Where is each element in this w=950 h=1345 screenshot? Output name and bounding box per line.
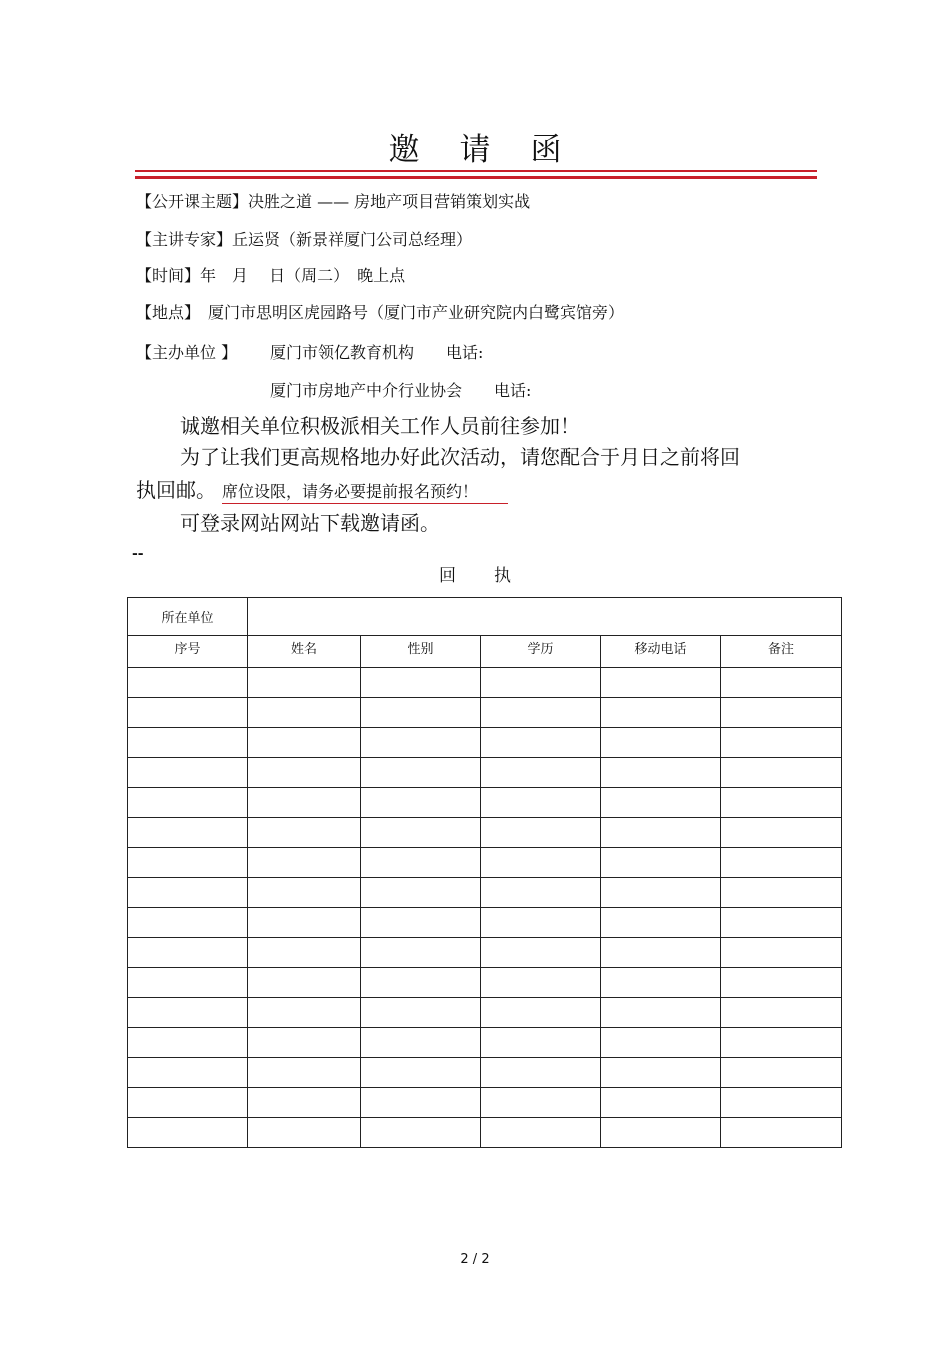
table-row: [128, 788, 842, 818]
title-divider-thin: [135, 170, 817, 172]
table-cell[interactable]: [361, 1058, 481, 1088]
stray-mark: --: [132, 546, 144, 562]
table-cell[interactable]: [601, 698, 721, 728]
table-cell[interactable]: [128, 878, 248, 908]
title-divider-thick: [135, 176, 817, 179]
table-cell[interactable]: [721, 878, 842, 908]
table-cell[interactable]: [721, 698, 842, 728]
table-row: [128, 1118, 842, 1148]
table-cell[interactable]: [721, 1088, 842, 1118]
table-cell[interactable]: [128, 1028, 248, 1058]
unit-row: [128, 598, 842, 636]
table-cell[interactable]: [248, 848, 361, 878]
table-cell[interactable]: [361, 1088, 481, 1118]
table-cell[interactable]: [248, 968, 361, 998]
table-cell[interactable]: [361, 758, 481, 788]
table-cell[interactable]: [721, 728, 842, 758]
table-cell[interactable]: [361, 668, 481, 698]
table-cell[interactable]: [361, 788, 481, 818]
table-cell[interactable]: [721, 998, 842, 1028]
table-cell[interactable]: [248, 938, 361, 968]
table-cell[interactable]: [361, 848, 481, 878]
receipt-table: [127, 597, 842, 1148]
table-cell[interactable]: [361, 878, 481, 908]
info-time: 【时间】年 月 日（周二） 晚上点: [136, 266, 406, 285]
table-cell[interactable]: [361, 818, 481, 848]
table-cell[interactable]: [361, 1118, 481, 1148]
table-cell[interactable]: [481, 848, 601, 878]
table-cell[interactable]: [601, 818, 721, 848]
table-cell[interactable]: [721, 848, 842, 878]
info-venue: 【地点】 厦门市思明区虎园路号（厦门市产业研究院内白鹭宾馆旁）: [136, 303, 625, 322]
table-cell[interactable]: [248, 1118, 361, 1148]
table-cell[interactable]: [481, 1028, 601, 1058]
table-cell[interactable]: [128, 1088, 248, 1118]
table-cell[interactable]: [481, 878, 601, 908]
table-cell[interactable]: [248, 878, 361, 908]
table-cell[interactable]: [361, 938, 481, 968]
table-cell[interactable]: [248, 1058, 361, 1088]
page-title: 邀请函: [388, 132, 602, 168]
table-cell[interactable]: [128, 1118, 248, 1148]
table-row: [128, 878, 842, 908]
table-cell[interactable]: [481, 998, 601, 1028]
table-cell[interactable]: [601, 848, 721, 878]
table-cell[interactable]: [481, 668, 601, 698]
table-row: [128, 848, 842, 878]
table-cell[interactable]: [481, 788, 601, 818]
table-cell[interactable]: [481, 1088, 601, 1118]
table-cell[interactable]: [128, 848, 248, 878]
reply-paragraph-line2: [136, 474, 508, 503]
table-cell[interactable]: [721, 818, 842, 848]
table-cell[interactable]: [361, 968, 481, 998]
table-cell[interactable]: [721, 1118, 842, 1148]
table-cell[interactable]: [248, 668, 361, 698]
table-cell[interactable]: [361, 728, 481, 758]
table-cell[interactable]: [248, 788, 361, 818]
table-cell[interactable]: [601, 998, 721, 1028]
table-cell[interactable]: [601, 668, 721, 698]
table-cell[interactable]: [481, 728, 601, 758]
table-cell[interactable]: [721, 1028, 842, 1058]
table-row: [128, 938, 842, 968]
table-row: [128, 1058, 842, 1088]
unit-label: 所在单位: [128, 598, 248, 636]
table-cell[interactable]: [721, 758, 842, 788]
receipt-title: 回执: [439, 566, 549, 586]
table-row: [128, 1028, 842, 1058]
table-cell[interactable]: [481, 968, 601, 998]
table-cell[interactable]: [481, 1118, 601, 1148]
table-cell[interactable]: [601, 1118, 721, 1148]
table-cell[interactable]: [248, 998, 361, 1028]
table-row: [128, 818, 842, 848]
table-cell[interactable]: [248, 758, 361, 788]
table-cell[interactable]: [248, 818, 361, 848]
table-cell[interactable]: [601, 908, 721, 938]
table-cell[interactable]: [601, 878, 721, 908]
table-cell[interactable]: [128, 788, 248, 818]
info-topic: 【公开课主题】决胜之道 —— 房地产项目营销策划实战: [136, 192, 531, 211]
col-header-name: 姓名: [248, 636, 361, 668]
table-cell[interactable]: [601, 968, 721, 998]
table-row: [128, 998, 842, 1028]
table-cell[interactable]: [721, 938, 842, 968]
table-cell[interactable]: [128, 728, 248, 758]
info-host-1: 厦门市领亿教育机构 电话:: [270, 343, 484, 362]
page-number: 2 / 2: [460, 1252, 490, 1267]
table-row: [128, 668, 842, 698]
table-row: [128, 758, 842, 788]
table-cell[interactable]: [361, 1028, 481, 1058]
col-header-index: 序号: [128, 636, 248, 668]
col-header-gender: 性别: [361, 636, 481, 668]
table-cell[interactable]: [128, 668, 248, 698]
table-cell[interactable]: [248, 1088, 361, 1118]
table-cell[interactable]: [128, 998, 248, 1028]
col-header-education: 学历: [481, 636, 601, 668]
unit-value-cell[interactable]: [248, 598, 842, 636]
table-cell[interactable]: [481, 938, 601, 968]
col-header-remarks: 备注: [721, 636, 842, 668]
seat-limit-note: 席位设限，请务必要提前报名预约！: [222, 482, 508, 504]
table-cell[interactable]: [128, 758, 248, 788]
table-cell[interactable]: [248, 1028, 361, 1058]
table-cell[interactable]: [601, 938, 721, 968]
table-cell[interactable]: [248, 728, 361, 758]
table-cell[interactable]: [128, 938, 248, 968]
table-cell[interactable]: [721, 1058, 842, 1088]
table-cell[interactable]: [128, 908, 248, 938]
info-host-2: 厦门市房地产中介行业协会 电话:: [270, 381, 532, 400]
table-cell[interactable]: [361, 908, 481, 938]
table-cell[interactable]: [248, 698, 361, 728]
table-row: [128, 728, 842, 758]
table-cell[interactable]: [128, 1058, 248, 1088]
table-cell[interactable]: [128, 968, 248, 998]
table-cell[interactable]: [481, 758, 601, 788]
info-speaker: 【主讲专家】丘运贤（新景祥厦门公司总经理）: [136, 230, 473, 249]
table-cell[interactable]: [481, 698, 601, 728]
col-header-mobile: 移动电话: [601, 636, 721, 668]
table-row: [128, 698, 842, 728]
table-cell[interactable]: [481, 908, 601, 938]
table-cell[interactable]: [721, 788, 842, 818]
table-cell[interactable]: [721, 908, 842, 938]
table-cell[interactable]: [481, 818, 601, 848]
table-cell[interactable]: [601, 1028, 721, 1058]
invite-paragraph: 诚邀相关单位积极派相关工作人员前往参加！: [180, 414, 580, 438]
table-cell[interactable]: [601, 758, 721, 788]
table-cell[interactable]: [601, 1058, 721, 1088]
header-row: [128, 636, 842, 668]
table-cell[interactable]: [361, 698, 481, 728]
table-cell[interactable]: [721, 668, 842, 698]
table-cell[interactable]: [601, 1088, 721, 1118]
table-cell[interactable]: [361, 998, 481, 1028]
table-row: [128, 1088, 842, 1118]
table-row: [128, 968, 842, 998]
table-cell[interactable]: [601, 788, 721, 818]
reply-paragraph-line1: 为了让我们更高规格地办好此次活动，请您配合于月日之前将回: [180, 445, 740, 469]
table-cell[interactable]: [248, 908, 361, 938]
table-cell[interactable]: [481, 1058, 601, 1088]
table-cell[interactable]: [128, 818, 248, 848]
table-row: [128, 908, 842, 938]
table-cell[interactable]: [128, 698, 248, 728]
table-cell[interactable]: [601, 728, 721, 758]
reply-paragraph-tail: 执回邮。: [136, 478, 216, 502]
download-paragraph: 可登录网站网站下载邀请函。: [180, 511, 440, 535]
info-host-label: 【主办单位 】: [136, 343, 238, 362]
table-cell[interactable]: [721, 968, 842, 998]
